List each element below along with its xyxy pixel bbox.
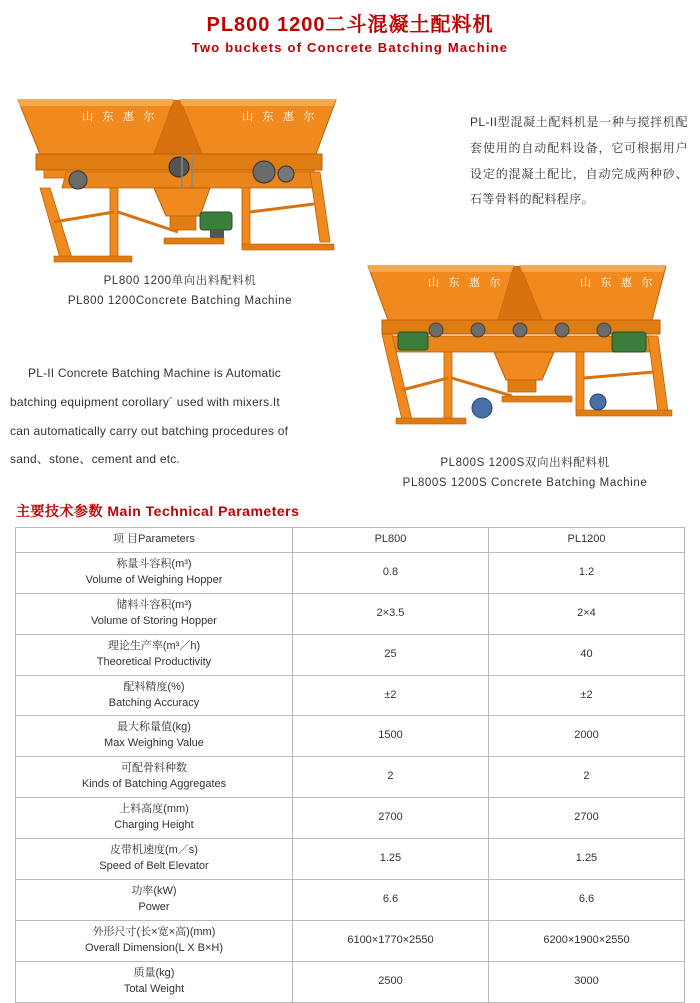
page-title-en: Two buckets of Concrete Batching Machine [191, 40, 509, 55]
row-label [16, 757, 293, 798]
row-label-zh: 称量斗容积(m³) [116, 557, 192, 570]
machine-2-caption-en: PL800S 1200S Concrete Batching Machine [402, 476, 648, 489]
table-row [16, 920, 685, 961]
document-page [0, 14, 700, 995]
row-value-pl800: 2500 [292, 961, 488, 1002]
row-label [16, 716, 293, 757]
row-value-pl1200: 1.25 [488, 839, 684, 880]
technical-parameters-table [15, 527, 685, 1003]
row-label-en: Batching Accuracy [108, 696, 200, 709]
header-cell-pl1200: PL1200 [488, 528, 684, 553]
row-label [16, 634, 293, 675]
row-value-pl1200: 6.6 [488, 879, 684, 920]
table-row [16, 716, 685, 757]
row-value-pl800: 2 [292, 757, 488, 798]
table-row [16, 757, 685, 798]
row-label-zh: 储料斗容积(m³) [116, 598, 192, 611]
row-label-zh: 皮带机速度(m／s) [109, 844, 198, 857]
row-value-pl800: 6100×1770×2550 [292, 920, 488, 961]
header-cell-pl800: PL800 [292, 528, 488, 553]
row-value-pl1200: 2 [488, 757, 684, 798]
row-label-en: Overall Dimension(L X B×H) [84, 941, 224, 954]
table-row [16, 675, 685, 716]
row-value-pl1200: 2000 [488, 716, 684, 757]
header-cell-parameters: 项 目Parameters [16, 528, 293, 553]
description-english-line-4: sand、stone、cement and etc. [10, 452, 180, 467]
row-label-en: Power [138, 900, 170, 913]
row-label [16, 675, 293, 716]
description-english-line-2: batching equipment corollary´ used with mixers.It [10, 394, 280, 409]
section-heading-technical-parameters: 主要技术参数 Main Technical Parameters [16, 503, 300, 519]
row-label [16, 798, 293, 839]
row-value-pl800: 6.6 [292, 879, 488, 920]
row-value-pl800: 2×3.5 [292, 593, 488, 634]
description-english [10, 359, 330, 474]
row-value-pl1200: 2700 [488, 798, 684, 839]
row-label-zh: 理论生产率(m³／h) [107, 639, 201, 652]
row-value-pl800: ±2 [292, 675, 488, 716]
table-header-row [16, 528, 685, 553]
hopper-brand-label-left-2: 山 东 惠 尔 [428, 276, 504, 289]
row-value-pl800: 1.25 [292, 839, 488, 880]
machine-2-caption [370, 454, 680, 493]
row-label-zh: 质量(kg) [133, 966, 175, 979]
row-value-pl800: 1500 [292, 716, 488, 757]
row-value-pl1200: 1.2 [488, 552, 684, 593]
table-row [16, 634, 685, 675]
table-row [16, 593, 685, 634]
page-title-zh: PL800 1200二斗混凝土配料机 [206, 14, 494, 36]
row-value-pl800: 2700 [292, 798, 488, 839]
table-row [16, 798, 685, 839]
row-value-pl1200: ±2 [488, 675, 684, 716]
table-row [16, 552, 685, 593]
row-label-zh: 可配骨料种数 [120, 762, 187, 775]
row-label-zh: 功率(kW) [131, 884, 177, 897]
row-label-en: Volume of Storing Hopper [91, 614, 217, 627]
row-label-en: Charging Height [114, 819, 194, 832]
row-label-en: Total Weight [123, 982, 185, 995]
row-label [16, 593, 293, 634]
row-label [16, 839, 293, 880]
hopper-brand-label-left: 山 东 惠 尔 [82, 110, 158, 123]
table-row [16, 839, 685, 880]
machine-2-caption-zh: PL800S 1200S双向出料配料机 [440, 457, 610, 469]
row-label-en: Theoretical Productivity [96, 655, 212, 668]
machine-1-caption-en: PL800 1200Concrete Batching Machine [67, 294, 293, 307]
machine-image-pl800-1200 [14, 92, 344, 272]
machine-1-caption-zh: PL800 1200单向出料配料机 [103, 275, 257, 287]
row-label-zh: 最大称量值(kg) [117, 721, 191, 734]
row-label [16, 552, 293, 593]
row-value-pl1200: 6200×1900×2550 [488, 920, 684, 961]
row-value-pl1200: 40 [488, 634, 684, 675]
row-label [16, 961, 293, 1002]
row-label-en: Volume of Weighing Hopper [85, 573, 223, 586]
row-label-en: Speed of Belt Elevator [99, 860, 209, 872]
row-label-en: Max Weighing Value [104, 737, 204, 750]
table-row [16, 961, 685, 1002]
row-label-zh: 配料精度(%) [123, 680, 185, 693]
row-value-pl1200: 2×4 [488, 593, 684, 634]
description-english-line-1: PL-II Concrete Batching Machine is Automatic [28, 366, 281, 380]
hopper-brand-label-right-2: 山 东 惠 尔 [580, 276, 656, 289]
row-label [16, 879, 293, 920]
machine-image-pl800s-1200s [362, 262, 682, 442]
row-label-zh: 上料高度(mm) [119, 803, 189, 816]
table-row [16, 879, 685, 920]
table-body [16, 528, 685, 1003]
machine-1-caption [30, 272, 330, 311]
row-label-en: Kinds of Batching Aggregates [81, 778, 227, 791]
row-label-zh: 外形尺寸(长×宽×高)(mm) [92, 925, 216, 938]
row-label [16, 920, 293, 961]
row-value-pl800: 25 [292, 634, 488, 675]
row-value-pl1200: 3000 [488, 961, 684, 1002]
description-chinese: PL-II型混凝土配料机是一种与搅拌机配套使用的自动配料设备，它可根据用户设定的混凝土配比，自动完成两种砂、石等骨料的配料程序。 [470, 115, 688, 207]
row-value-pl800: 0.8 [292, 552, 488, 593]
description-english-line-3: can automatically carry out batching procedures of [10, 423, 289, 438]
hopper-brand-label-right: 山 东 惠 尔 [242, 110, 318, 123]
